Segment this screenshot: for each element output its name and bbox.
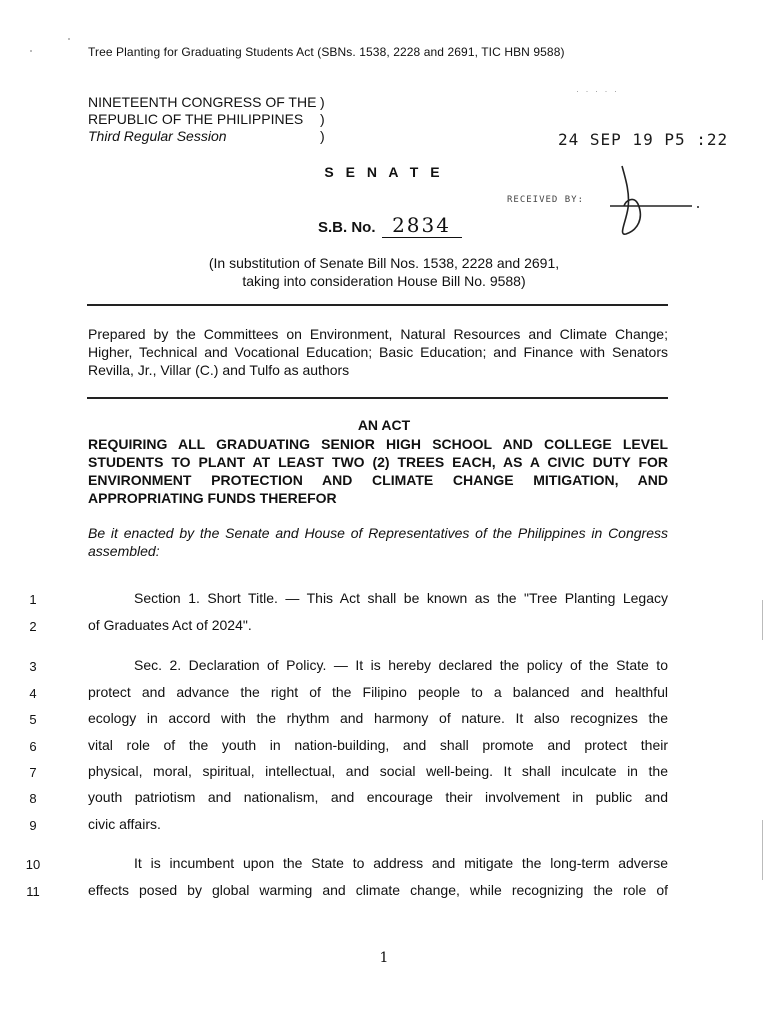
enacting-clause: Be it enacted by the Senate and House of Representatives of the Philippines in Congress assembled: (88, 525, 668, 559)
bill-number-line (318, 213, 462, 238)
act-long-title: REQUIRING ALL GRADUATING SENIOR HIGH SCHOOL AND COLLEGE LEVEL STUDENTS TO PLANT AT LEAST TWO (2) TREES EACH, AS A CIVIC DUTY FOR ENVIRONMENT PROTECTION AND CLIMATE CHANGE MITIGATION, AND APPROPRIATING FUNDS THEREFOR (88, 436, 668, 506)
body-line: protect and advance the right of the Filipino people to a balanced and healthful (88, 684, 668, 700)
body-line: ecology in accord with the rhythm and harmony of nature. It also recognizes the (88, 710, 668, 726)
bill-prefix: S.B. No. (318, 219, 376, 236)
paren: ) (320, 128, 325, 144)
line-number: 8 (29, 791, 37, 806)
line-number: 10 (25, 857, 41, 872)
body-line: vital role of the youth in nation-building, and shall promote and protect their (88, 737, 668, 753)
paren: ) (320, 94, 325, 110)
document-header-title: Tree Planting for Graduating Students Act (SBNs. 1538, 2228 and 2691, TIC HBN 9588) (88, 45, 565, 59)
line-number: 4 (29, 686, 37, 701)
divider (87, 304, 668, 306)
body-line: civic affairs. (88, 816, 161, 832)
received-date-stamp: 24 SEP 19 P5 :22 (558, 130, 729, 149)
line-number: 2 (29, 619, 37, 634)
line-number: 7 (29, 765, 37, 780)
scan-edge-mark (762, 600, 763, 640)
act-title: AN ACT (357, 417, 411, 433)
line-number: 11 (26, 884, 40, 899)
line-number: 5 (29, 712, 37, 727)
paren: ) (320, 111, 325, 127)
faint-stamp-marks: · · · · · (576, 86, 619, 96)
session-line: Third Regular Session (88, 128, 227, 144)
congress-line-1: NINETEENTH CONGRESS OF THE (88, 94, 317, 110)
body-line: youth patriotism and nationalism, and encourage their involvement in public and (88, 789, 668, 805)
congress-block (88, 94, 348, 145)
bill-number: 2834 (382, 213, 462, 238)
page-number: 1 (379, 950, 389, 966)
line-number: 1 (29, 592, 37, 607)
substitution-note (0, 254, 768, 290)
body-line: It is incumbent upon the State to address and mitigate the long-term adverse (134, 855, 668, 871)
substitution-line-1: (In substitution of Senate Bill Nos. 1538, 2228 and 2691, (208, 255, 560, 271)
line-number: 3 (29, 659, 37, 674)
scan-speck (30, 50, 32, 52)
substitution-line-2: taking into consideration House Bill No. 9588) (242, 273, 526, 289)
body-line: Sec. 2. Declaration of Policy. — It is hereby declared the policy of the State to (134, 657, 668, 673)
body-line: physical, moral, spiritual, intellectual, and social well-being. It shall inculcate in the (88, 763, 668, 779)
senate-heading: S E N A T E (324, 164, 444, 180)
body-line: of Graduates Act of 2024". (88, 617, 252, 633)
line-number: 6 (29, 739, 37, 754)
prepared-by-paragraph: Prepared by the Committees on Environment, Natural Resources and Climate Change; Higher, Technical and Vocational Education; Basic Education; and Finance with Senators Revilla, Jr., Villar (C.) and Tulfo as authors (88, 326, 668, 378)
congress-line-2: REPUBLIC OF THE PHILIPPINES (88, 111, 304, 127)
line-number: 9 (29, 818, 37, 833)
body-line (88, 590, 668, 606)
body-line: effects posed by global warming and climate change, while recognizing the role of (88, 882, 668, 898)
divider (87, 397, 668, 399)
body-text: Section 1. Short Title. — This Act shall be known as the "Tree Planting Legacy (134, 590, 668, 606)
signature-mark (604, 160, 704, 240)
scan-edge-mark (762, 820, 763, 880)
scan-speck (68, 38, 70, 40)
received-by-stamp: RECEIVED BY: (507, 195, 585, 205)
